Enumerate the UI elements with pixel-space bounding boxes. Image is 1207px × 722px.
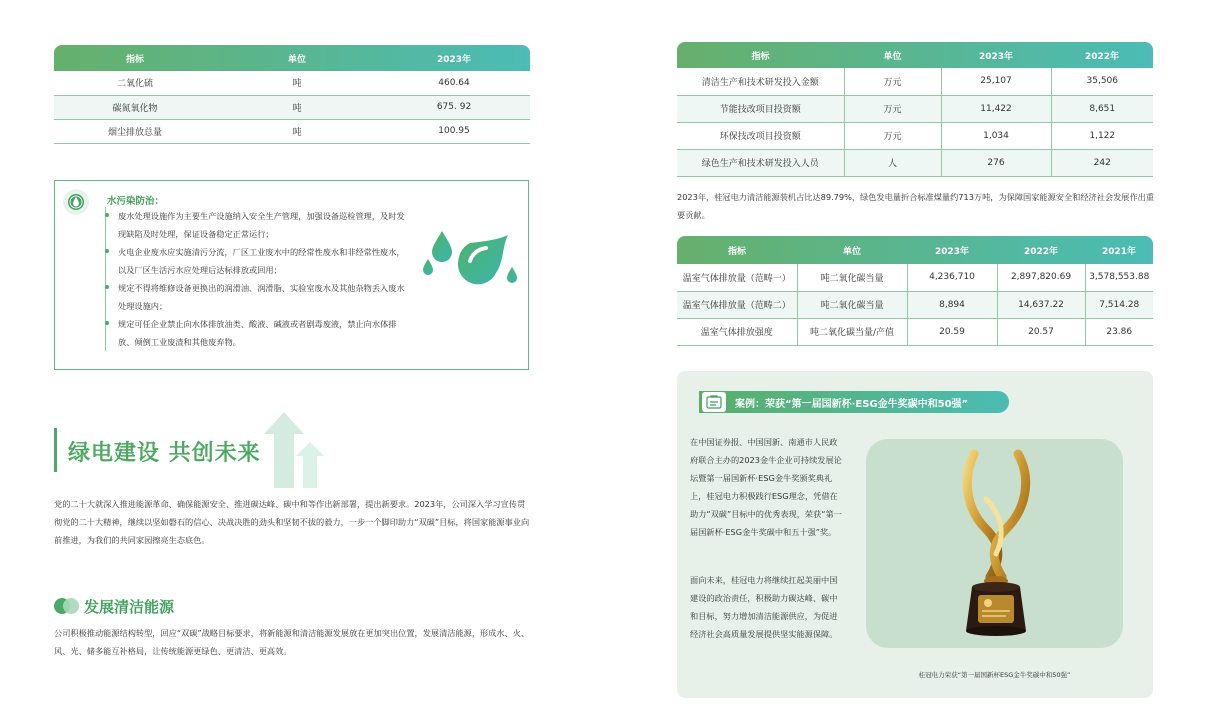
- column-header: 单位: [287, 54, 306, 65]
- table-cell: 20.57: [997, 318, 1085, 345]
- table-row: [54, 71, 530, 95]
- table-cell: 1,034: [941, 122, 1051, 149]
- table-header-row: [677, 42, 1153, 68]
- clean-energy-paragraph: 公司积极推动能源结构转型，回应“双碳”战略目标要求，将新能源和清洁能源发展放在更加突出位置，发展清洁能源，形成水、火、风、光、储多能互补格局，让传统能源更绿色、更清洁、更高效。: [54, 628, 530, 656]
- ghg-table: [677, 236, 1153, 346]
- table-cell: 吨: [216, 119, 378, 143]
- table-cell: 吨二氧化碳当量/产值: [797, 318, 907, 345]
- trophy-caption: 桂冠电力荣获“第一届国新杯ESG金牛奖碳中和50强”: [918, 671, 1071, 679]
- table-cell: 23.86: [1085, 318, 1153, 345]
- table-row: [677, 149, 1153, 176]
- table-cell: 万元: [844, 68, 941, 95]
- table-cell: 8,651: [1051, 95, 1153, 122]
- investment-table: [677, 42, 1153, 177]
- table-cell: 14,637.22: [997, 291, 1085, 318]
- table-cell: 温室气体排放强度: [677, 318, 797, 345]
- table-row: [677, 122, 1153, 149]
- column-header: 2023年: [978, 51, 1014, 62]
- emissions-table: [54, 45, 530, 144]
- table-header-row: [677, 236, 1153, 264]
- table-cell: 25,107: [941, 68, 1051, 95]
- column-header: 指标: [125, 54, 144, 65]
- table-cell: 11,422: [941, 95, 1051, 122]
- trophy-icon: [866, 439, 1123, 648]
- list-item: 废水处理设施作为主要生产设施纳入安全生产管理，加强设备巡检管理，及时发现缺陷及时处理，保证设备稳定正常运行；: [110, 207, 410, 243]
- list-item: 规定可任企业禁止向水体排放油类、酸液、碱液或者剧毒废液，禁止向水体排放、倾倒工业废渣和其他废弃物。: [110, 315, 410, 351]
- growth-arrows-icon: [262, 412, 332, 488]
- table-cell: 7,514.28: [1085, 291, 1153, 318]
- water-drops-icon: [420, 221, 520, 311]
- list-item: 规定不得将维修设备更换出的润滑油、润滑脂、实验室废水及其他杂物丢入废水处理设施内；: [110, 279, 410, 315]
- table-cell: 276: [941, 149, 1051, 176]
- table-cell: 吨二氧化碳当量: [797, 291, 907, 318]
- section-title-bar: [54, 428, 57, 472]
- column-header: 单位: [883, 51, 902, 62]
- subsection-title: 发展清洁能源: [84, 598, 175, 616]
- column-header: 指标: [727, 246, 746, 257]
- table-row: [677, 318, 1153, 345]
- table-cell: 1,122: [1051, 122, 1153, 149]
- water-box-list: [105, 207, 410, 351]
- table-cell: 20.59: [907, 318, 997, 345]
- section-title: 绿电建设 共创未来: [68, 441, 261, 466]
- table-row: [54, 119, 530, 143]
- water-drop-badge-icon: [63, 189, 89, 215]
- case-paragraph-2: 面向未来，桂冠电力将继续扛起美丽中国建设的政治责任，积极助力碳达峰、碳中和目标，努力增加清洁能源供应，为促进经济社会高质量发展提供坚实能源保障。: [690, 575, 838, 639]
- table-cell: 8,894: [907, 291, 997, 318]
- table-cell: 35,506: [1051, 68, 1153, 95]
- table-cell: 460.64: [378, 71, 530, 95]
- table-cell: 清洁生产和技术研发投入金额: [677, 68, 844, 95]
- table-cell: 温室气体排放量（范畴一）: [677, 264, 797, 291]
- table-cell: 吨: [216, 71, 378, 95]
- column-header: 2023年: [436, 54, 472, 65]
- table-cell: 碳氮氧化物: [54, 95, 216, 119]
- table-cell: 二氧化硫: [54, 71, 216, 95]
- dots-icon: [54, 598, 78, 614]
- table-cell: 100.95: [378, 119, 530, 143]
- table-cell: 万元: [844, 122, 941, 149]
- column-header: 单位: [842, 246, 861, 257]
- table-cell: 吨二氧化碳当量: [797, 264, 907, 291]
- case-box: [677, 371, 1153, 698]
- column-header: 2022年: [1084, 51, 1120, 62]
- intro-paragraph: 党的二十大就深入推进能源革命、确保能源安全、推进碳达峰、碳中和等作出新部署，提出新要求。2023年，公司深入学习宣传贯彻党的二十大精神，继续以坚如磐石的信心、决战决胜的劲头和坚韧不拔的毅力，一步一个脚印助力“双碳”目标，将国家能源事业向前推进，为我们的共同家园擦亮生态底色。: [54, 499, 530, 545]
- table-cell: 吨: [216, 95, 378, 119]
- table-row: [677, 68, 1153, 95]
- table-cell: 万元: [844, 95, 941, 122]
- case-paragraph-1: 在中国证券报、中国国新、南通市人民政府联合主办的2023金牛企业可持续发展论坛暨第一届国新杯·ESG金牛奖颁奖典礼上，桂冠电力积极践行ESG理念，凭借在助力“双碳”目标中的优秀表现，荣获“第一届国新杯·ESG金牛奖碳中和五十强”奖。: [690, 437, 842, 537]
- clean-energy-note: 2023年，桂冠电力清洁能源装机占比达89.79%，绿色发电量折合标准煤量约713万吨，为保障国家能源安全和经济社会发展作出重要贡献。: [677, 192, 1155, 220]
- column-header: 2023年: [934, 246, 970, 257]
- table-row: [677, 291, 1153, 318]
- table-cell: 242: [1051, 149, 1153, 176]
- table-cell: 温室气体排放量（范畴二）: [677, 291, 797, 318]
- column-header: 2022年: [1023, 246, 1059, 257]
- document-icon: [702, 392, 726, 412]
- table-row: [677, 264, 1153, 291]
- water-box-title: 水污染防治：: [107, 196, 165, 207]
- table-cell: 675. 92: [378, 95, 530, 119]
- case-title-bar: [699, 391, 1009, 413]
- table-cell: 3,578,553.88: [1085, 264, 1153, 291]
- table-row: [54, 95, 530, 119]
- column-header: 2021年: [1101, 246, 1137, 257]
- list-item: 火电企业废水应实施清污分流，厂区工业废水中的经常性废水和非经常性废水，以及厂区生活污水应处理后达标排放或回用；: [110, 243, 410, 279]
- table-cell: 烟尘排放总量: [54, 119, 216, 143]
- table-cell: 绿色生产和技术研发投入人员: [677, 149, 844, 176]
- table-row: [677, 95, 1153, 122]
- case-title: 案例：荣获“第一届国新杯·ESG金牛奖碳中和50强”: [735, 399, 969, 410]
- column-header: 指标: [751, 51, 770, 62]
- table-cell: 环保技改项目投资额: [677, 122, 844, 149]
- table-header-row: [54, 45, 530, 71]
- water-pollution-box: [54, 180, 529, 370]
- table-cell: 2,897,820.69: [997, 264, 1085, 291]
- table-cell: 人: [844, 149, 941, 176]
- table-cell: 4,236,710: [907, 264, 997, 291]
- trophy-photo: [866, 439, 1123, 648]
- table-cell: 节能技改项目投资额: [677, 95, 844, 122]
